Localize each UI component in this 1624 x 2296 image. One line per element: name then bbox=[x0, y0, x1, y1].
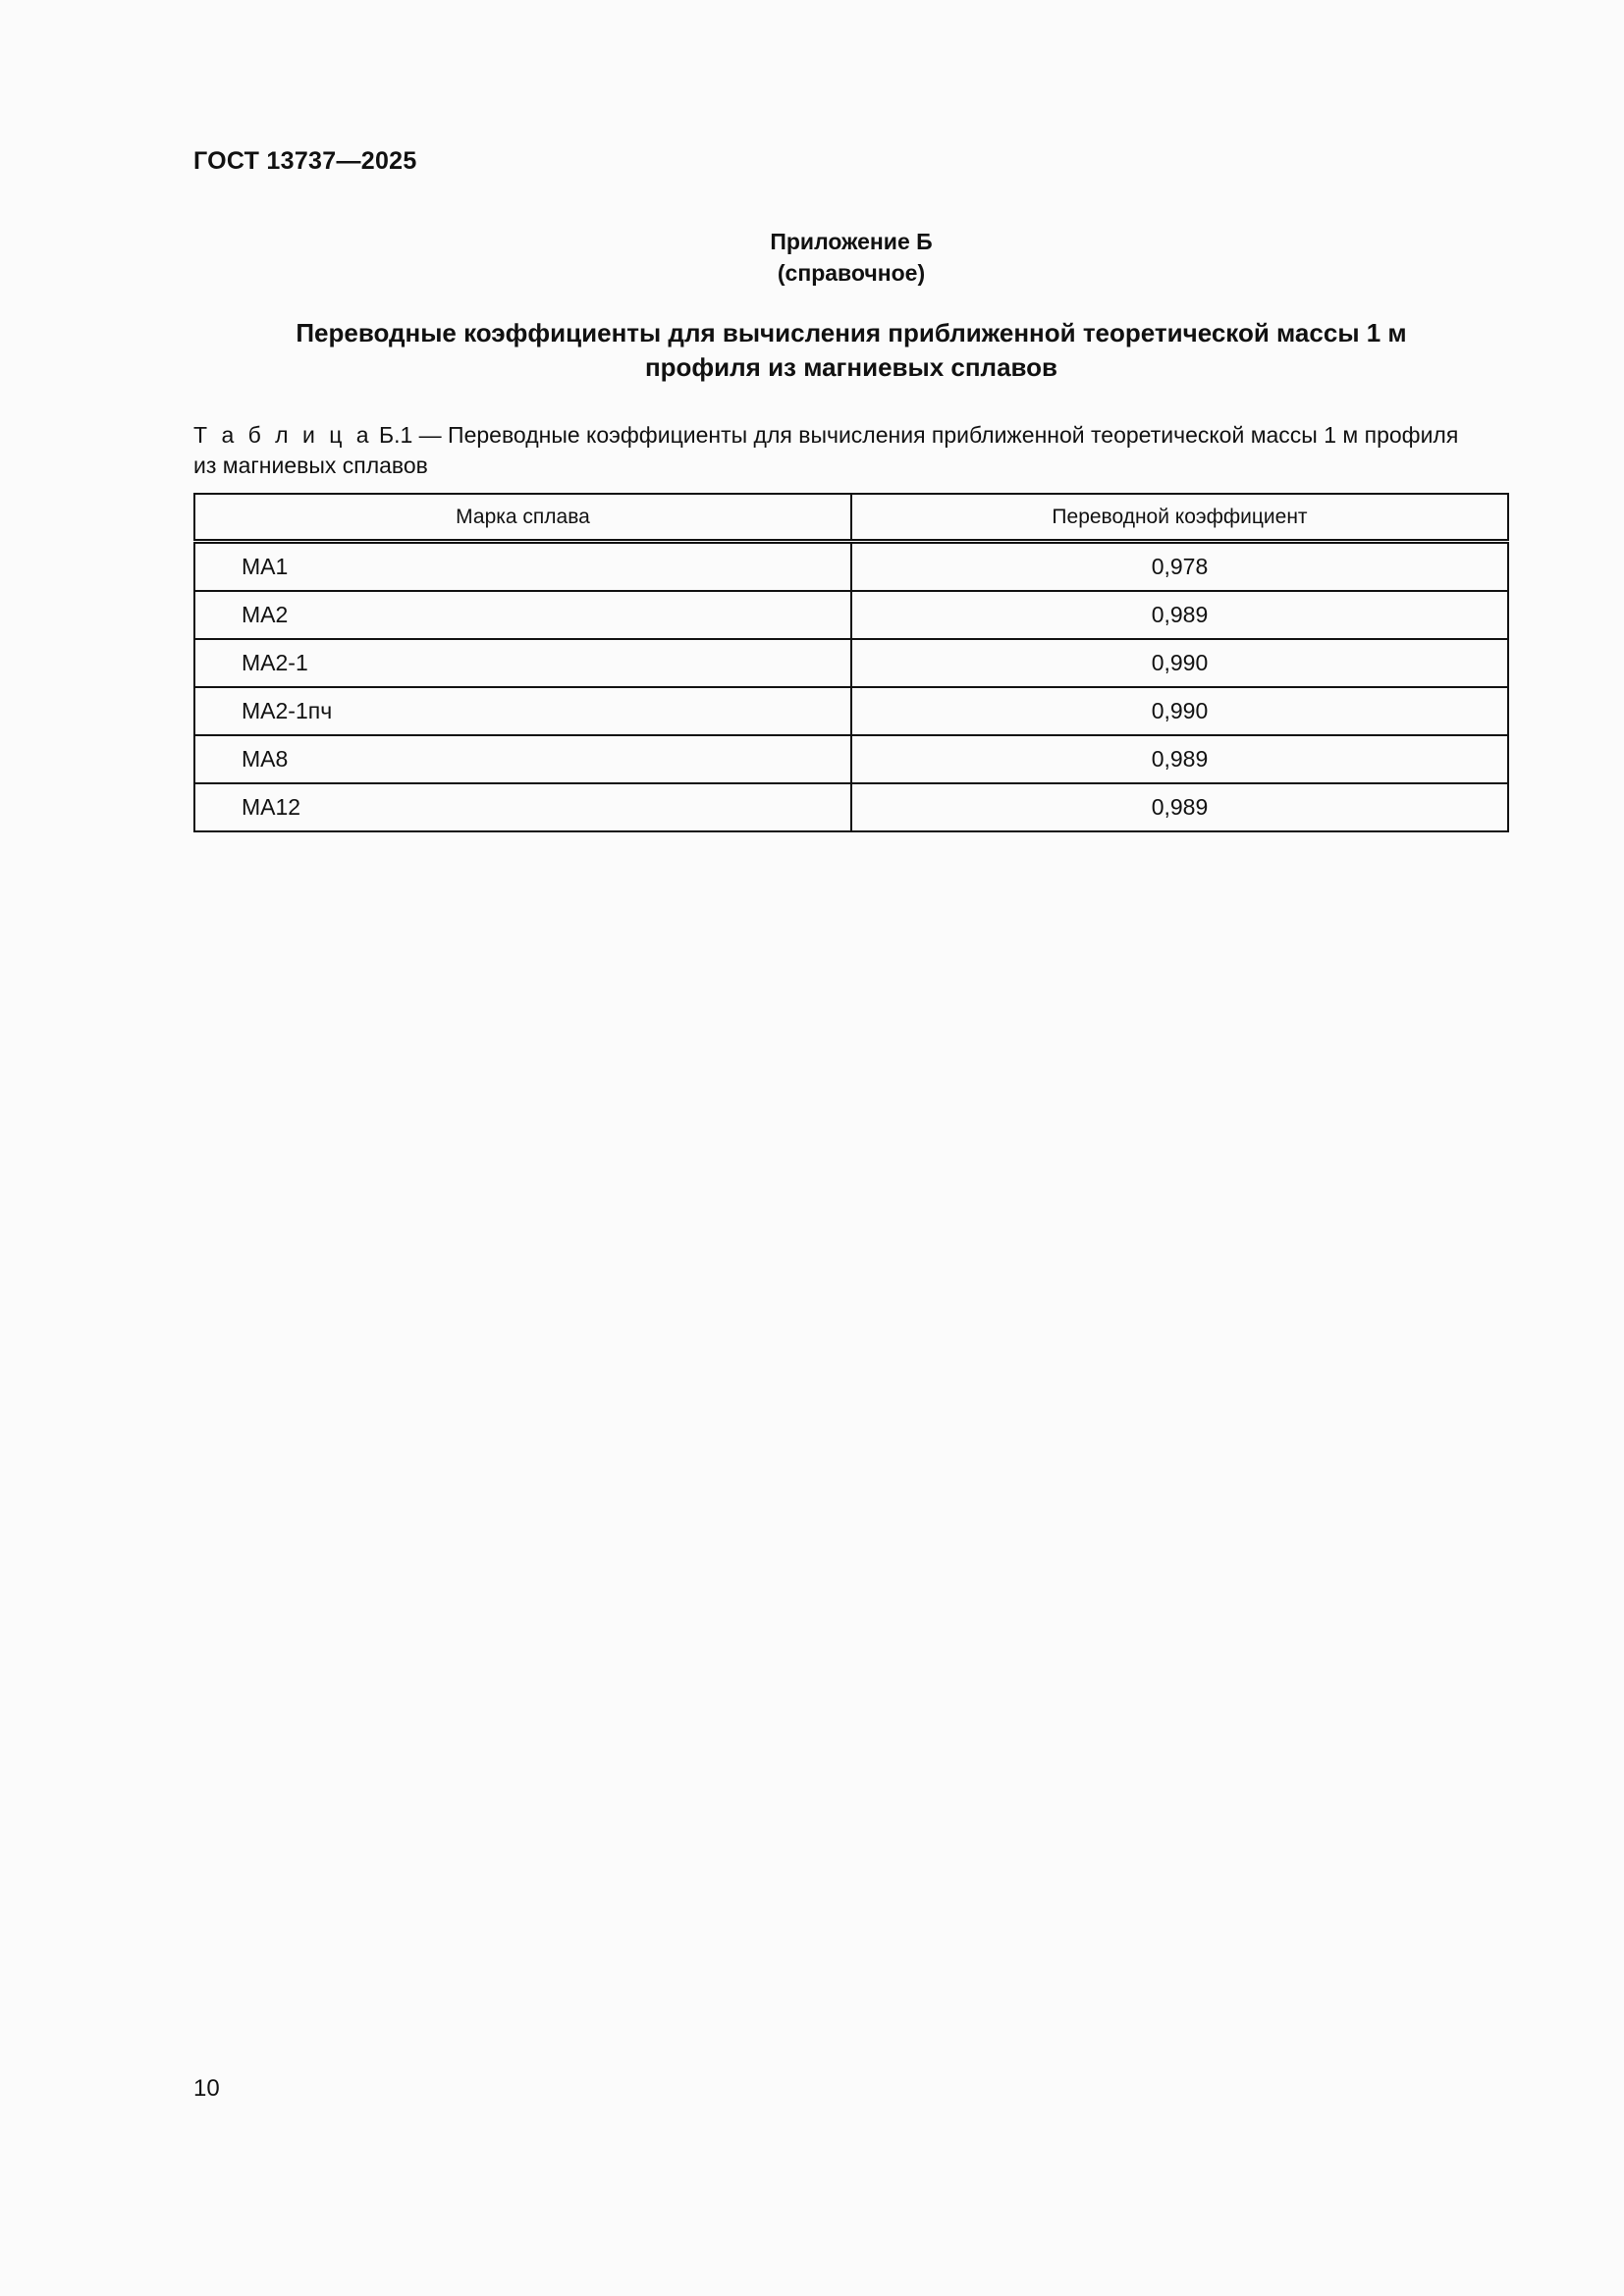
table-caption-text: Б.1 — Переводные коэффициенты для вычисления приближенной теоретической массы 1 м профиля bbox=[378, 422, 1459, 448]
appendix-heading bbox=[193, 226, 1509, 289]
document-code: ГОСТ 13737—2025 bbox=[193, 147, 417, 175]
appendix-title-line1: Переводные коэффициенты для вычисления приближенной теоретической массы 1 м bbox=[296, 318, 1407, 347]
alloy-grade-cell: МА2 bbox=[194, 591, 851, 639]
table-row bbox=[194, 591, 1508, 639]
table-row bbox=[194, 783, 1508, 831]
column-header-coefficient: Переводной коэффициент bbox=[851, 494, 1508, 542]
appendix-title-line2: профиля из магниевых сплавов bbox=[644, 352, 1058, 382]
coefficient-cell: 0,989 bbox=[851, 783, 1508, 831]
table-row bbox=[194, 687, 1508, 735]
table-header-row bbox=[194, 494, 1508, 542]
alloy-grade-cell: МА8 bbox=[194, 735, 851, 783]
table-row bbox=[194, 735, 1508, 783]
table-caption-prefix: Т а б л и ц а bbox=[193, 422, 373, 448]
coefficient-cell: 0,978 bbox=[851, 542, 1508, 592]
alloy-grade-cell: МА2-1пч bbox=[194, 687, 851, 735]
coefficient-cell: 0,990 bbox=[851, 639, 1508, 687]
alloy-grade-cell: МА2-1 bbox=[194, 639, 851, 687]
page-number: 10 bbox=[193, 2075, 220, 2102]
table-row bbox=[194, 639, 1508, 687]
coefficient-cell: 0,989 bbox=[851, 735, 1508, 783]
alloy-grade-cell: МА12 bbox=[194, 783, 851, 831]
coefficient-cell: 0,989 bbox=[851, 591, 1508, 639]
appendix-status: (справочное) bbox=[777, 260, 926, 286]
appendix-title bbox=[193, 316, 1509, 385]
conversion-coefficients-table bbox=[193, 493, 1509, 832]
table-caption-line2: из магниевых сплавов bbox=[193, 453, 428, 478]
table-caption bbox=[193, 420, 1514, 481]
coefficient-cell: 0,990 bbox=[851, 687, 1508, 735]
appendix-label: Приложение Б bbox=[770, 229, 933, 254]
alloy-grade-cell: МА1 bbox=[194, 542, 851, 592]
column-header-grade: Марка сплава bbox=[194, 494, 851, 542]
table-row bbox=[194, 542, 1508, 592]
